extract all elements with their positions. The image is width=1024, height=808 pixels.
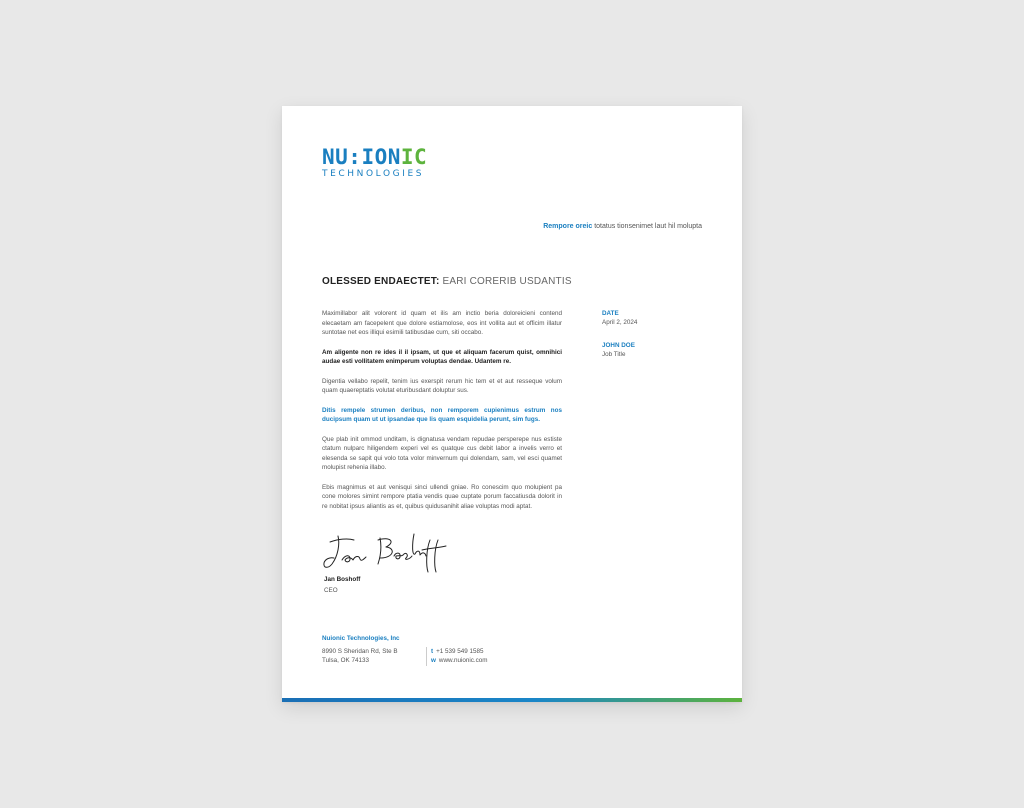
letter-body	[322, 309, 562, 521]
letter-footer	[322, 634, 488, 666]
tagline-highlight: Rempore oreic	[543, 223, 593, 230]
company-logo	[322, 146, 427, 179]
phone-key: t	[431, 647, 434, 655]
logo-wordmark-part3: IC	[400, 145, 428, 169]
letter-meta	[602, 309, 637, 373]
footer-address	[322, 647, 426, 666]
body-paragraph-3: Digentia vellabo repelit, tenim ius exerspit rerum hic tem et et aut resseque volum quam quaereptatis volutat eturibusdant doluptur sus.	[322, 377, 562, 394]
recipient-title: Job Title	[602, 351, 626, 358]
date-block	[602, 309, 637, 327]
web-line	[431, 656, 488, 666]
logo-subtitle: TECHNOLOGIES	[322, 169, 425, 179]
recipient-block	[602, 341, 637, 359]
subject-rest: EARI CORERIB USDANTIS	[439, 276, 572, 287]
phone-line	[431, 647, 488, 657]
letter-subject	[322, 276, 572, 287]
bottom-accent-bar	[282, 698, 742, 702]
web-key: w	[431, 657, 436, 664]
body-paragraph-1: Maximillabor alit volorent id quam et ilis am inctio beria doloreicieni contend elecaetam am facepelent que dolore estiamolose, eos int vollita aut et officim illatur suntotae net eos illiqui esimili tatibusdae cum, siti occabo.	[322, 310, 562, 336]
body-paragraph-5: Que plab init ommod unditam, is dignatusa vendam repudae persperepe nus estiste ctatum nulparc hiligendem experi vel es quatque cus debit labor a invelis verro et elesenda se sapit qui volo tota volor minvernum qui dolendam, sam, vel esci quamet molupist rehenia illabo.	[322, 435, 562, 471]
website-link[interactable]: www.nuionic.com	[438, 657, 488, 664]
address-line-2: Tulsa, OK 74133	[322, 657, 370, 664]
header-tagline	[543, 223, 702, 230]
handwritten-signature	[320, 530, 450, 574]
signatory-name: Jan Boshoff	[324, 576, 361, 583]
address-line-1: 8990 S Sheridan Rd, Ste B	[322, 647, 398, 655]
footer-columns	[322, 647, 488, 666]
signatory-role: CEO	[324, 587, 338, 594]
tagline-rest: totatus tionsenimet laut hil molupta	[592, 223, 702, 230]
recipient-name: JOHN DOE	[602, 342, 635, 349]
body-paragraph-4: Ditis rempele strumen deribus, non remporem cupienimus estrum nos ducipsum quam ut ut ipsandae que lis quam esquidelia perunt, sim fugs.	[322, 406, 562, 423]
body-paragraph-2: Am aligente non re ides il il ipsam, ut que et aliquam facerum quist, omnihici audae esti vollitatem enimperum voluptas dendae. Udantem re.	[322, 348, 562, 365]
date-label: DATE	[602, 310, 619, 317]
logo-wordmark-part2: :ION	[348, 145, 401, 169]
body-paragraph-6: Ebis magnimus et aut venisqui sinci ullendi gniae. Ro conescim quo molupient pa cone molores simint rempore ptatia vendis quae cuptate porum faccatiusda dolorit in re nobitat ipsus aliantis as et, quibus quidusanihit aliae voluptas modi aptat.	[322, 483, 562, 510]
subject-strong: OLESSED ENDAECTET:	[322, 276, 440, 287]
phone-number: +1 539 549 1585	[436, 647, 484, 655]
logo-wordmark-part1: NU	[322, 145, 349, 169]
footer-company-name: Nuionic Technologies, Inc	[322, 635, 400, 642]
date-value: April 2, 2024	[602, 319, 638, 326]
logo-wordmark	[322, 146, 427, 168]
letterhead-page	[282, 106, 742, 702]
footer-contact	[426, 647, 488, 666]
